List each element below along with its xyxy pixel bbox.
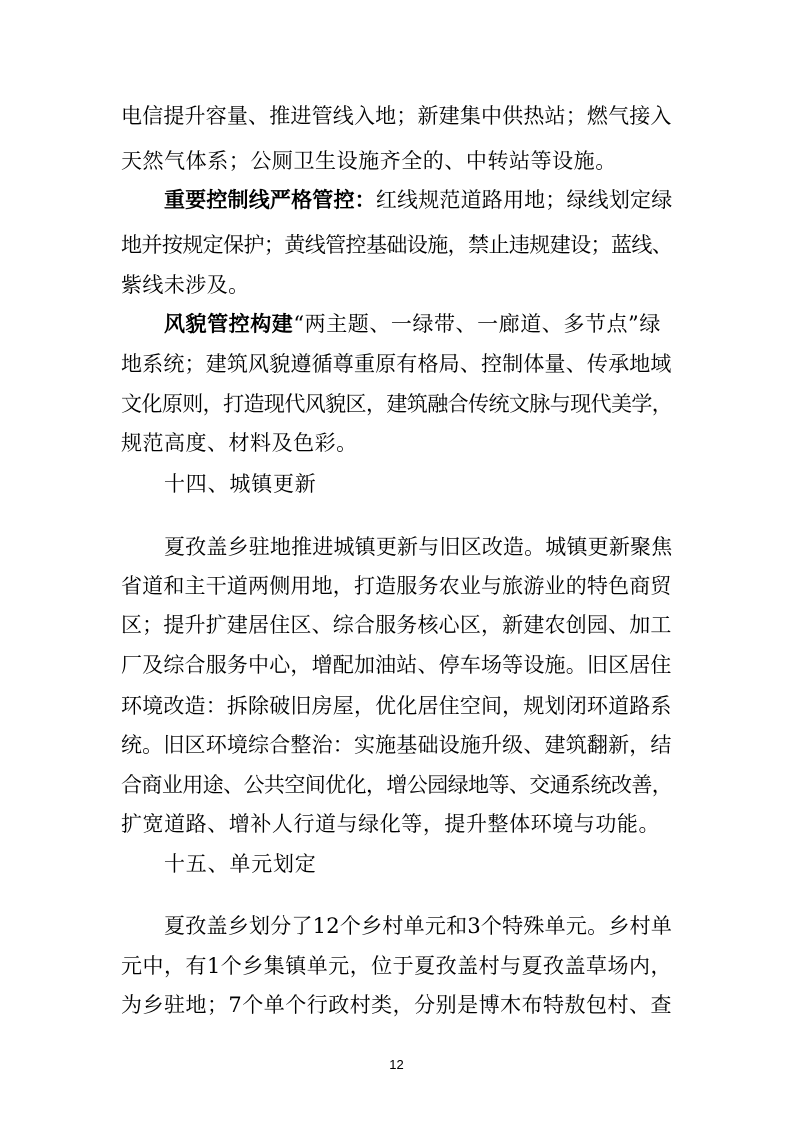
paragraph-control-lines	[164, 185, 673, 215]
section-heading-15: 十五、单元划定	[164, 852, 317, 876]
text-line: 紫线未涉及。	[121, 273, 250, 297]
text-line: 天然气体系；公厕卫生设施齐全的、中转站等设施。	[121, 149, 617, 173]
text-line: 省道和主干道两侧用地，打造服务农业与旅游业的特色商贸	[121, 574, 672, 598]
paragraph-landscape-control	[164, 309, 673, 339]
text-line: 夏孜盖乡驻地推进城镇更新与旧区改造。城镇更新聚焦	[164, 535, 673, 559]
text-line: 元中，有1个乡集镇单元，位于夏孜盖村与夏孜盖草场内，	[121, 954, 672, 978]
text-line: 合商业用途、公共空间优化，增公园绿地等、交通系统改善，	[121, 773, 673, 797]
text-run: “两主题、一绿带、一廊道、多节点”绿	[293, 312, 661, 336]
bold-lead-text: 风貌管控构建	[164, 311, 294, 336]
bold-lead-text: 重要控制线严格管控：	[164, 187, 376, 212]
text-line: 电信提升容量、推进管线入地；新建集中供热站；燃气接入	[121, 104, 672, 128]
text-line: 统。旧区环境综合整治：实施基础设施升级、建筑翻新，结	[121, 733, 672, 757]
text-line: 环境改造：拆除破旧房屋，优化居住空间，规划闭环道路系	[121, 694, 672, 718]
text-line: 地并按规定保护；黄线管控基础设施，禁止违规建设；蓝线、	[121, 233, 673, 257]
text-line: 规范高度、材料及色彩。	[121, 431, 358, 455]
page-number: 12	[389, 1057, 404, 1072]
text-line: 夏孜盖乡划分了12个乡村单元和3个特殊单元。乡村单	[164, 914, 673, 938]
text-line: 厂及综合服务中心，增配加油站、停车场等设施。旧区居住	[121, 653, 672, 677]
text-line: 为乡驻地；7个单个行政村类，分别是博木布特敖包村、查	[121, 993, 672, 1017]
text-line: 文化原则，打造现代风貌区，建筑融合传统文脉与现代美学，	[121, 392, 673, 416]
text-line: 地系统；建筑风貌遵循尊重原有格局、控制体量、传承地域	[121, 352, 672, 376]
text-line: 区；提升扩建居住区、综合服务核心区，新建农创园、加工	[121, 613, 672, 637]
section-heading-14: 十四、城镇更新	[164, 472, 317, 496]
text-line: 扩宽道路、增补人行道与绿化等，提升整体环境与功能。	[121, 812, 660, 836]
text-run: 红线规范道路用地；绿线划定绿	[375, 188, 673, 212]
